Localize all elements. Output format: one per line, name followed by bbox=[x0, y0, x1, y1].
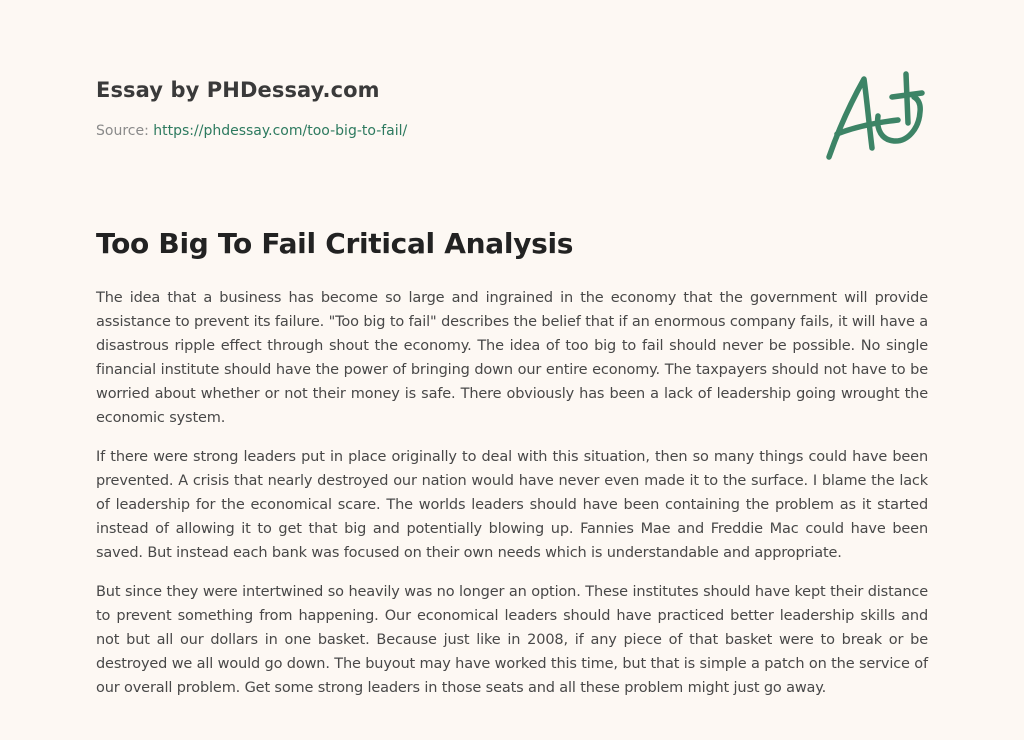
source-line bbox=[96, 122, 796, 140]
article-title: Too Big To Fail Critical Analysis bbox=[96, 227, 574, 260]
paragraph-2: If there were strong leaders put in place originally to deal with this situation, then so many things could have been prevented. A crisis that nearly destroyed our nation would have never even made it to the surface. I blame the lack of leadership for the economical scare. The worlds leaders should have been containing the problem as it started instead of allowing it to get that big and potentially blowing up. Fannies Mae and Freddie Mac could have been saved. But instead each bank was focused on their own needs which is understandable and appropriate. bbox=[96, 449, 928, 561]
article-body bbox=[96, 286, 928, 715]
source-link[interactable]: https://phdessay.com/too-big-to-fail/ bbox=[153, 123, 408, 139]
a-plus-icon bbox=[822, 66, 930, 166]
page-header bbox=[96, 76, 796, 140]
paragraph-1: The idea that a business has become so large and ingrained in the economy that the government will provide assistance to prevent its failure. "Too big to fail" describes the belief that if an enormous company fails, it will have a disastrous ripple effect through shout the economy. The idea of too big to fail should never be possible. No single financial institute should have the power of bringing down our entire economy. The taxpayers should not have to be worried about whether or not their money is safe. There obviously has been a lack of leadership going wrought the economic system. bbox=[96, 290, 928, 426]
paragraph-3: But since they were intertwined so heavily was no longer an option. These institutes should have kept their distance to prevent something from happening. Our economical leaders should have practiced better leadership skills and not but all our dollars in one basket. Because just like in 2008, if any piece of that basket were to break or be destroyed we all would go down. The buyout may have worked this time, but that is simple a patch on the service of our overall problem. Get some strong leaders in those seats and all these problem might just go away. bbox=[96, 584, 928, 696]
source-label: Source: bbox=[96, 123, 154, 139]
brand-title: Essay by PHDessay.com bbox=[96, 78, 380, 102]
